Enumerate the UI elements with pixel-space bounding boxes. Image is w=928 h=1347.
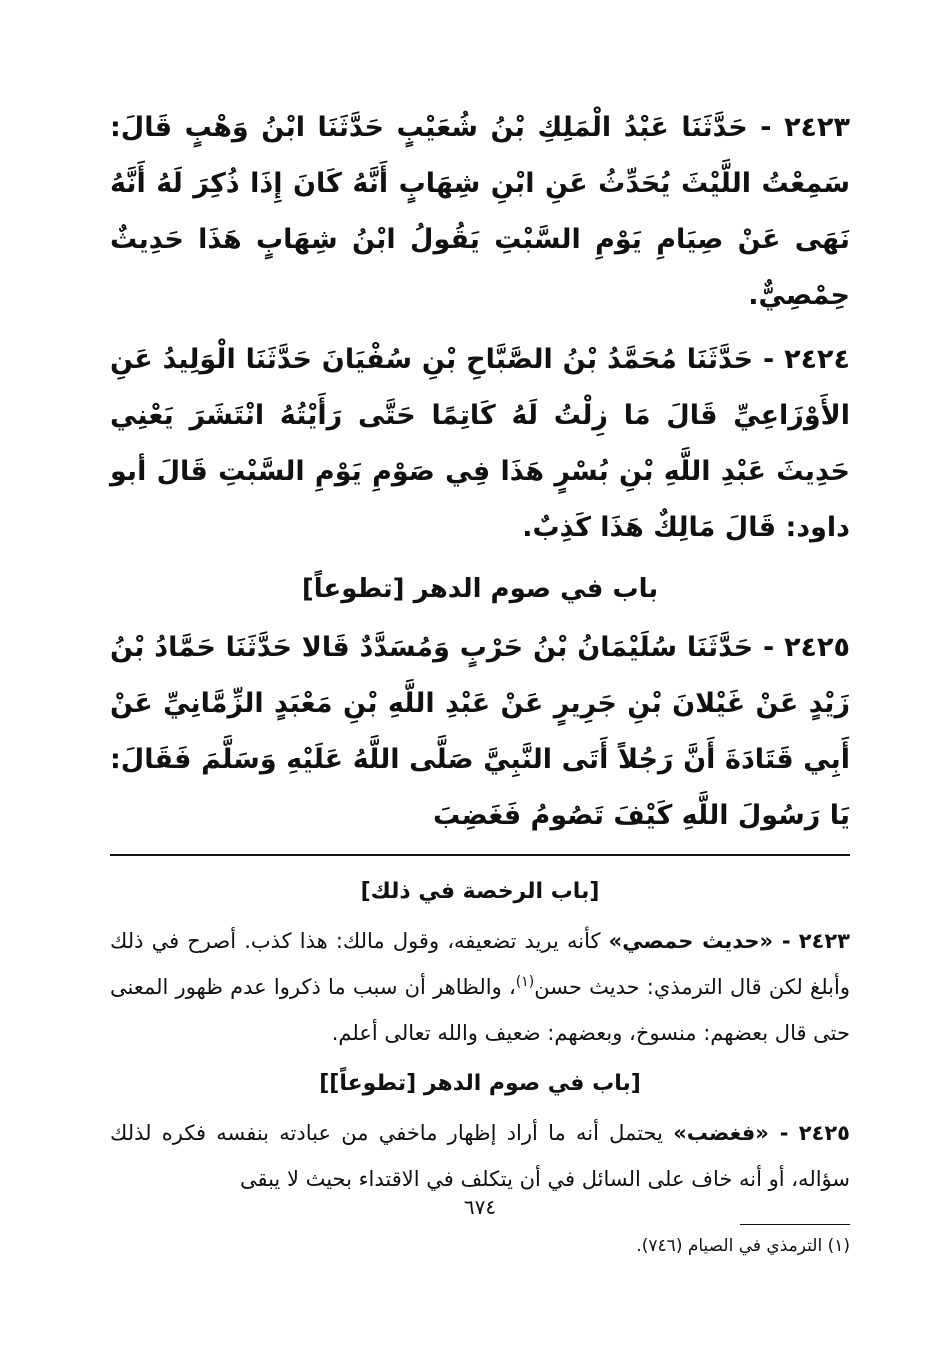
commentary-lead: «فغضب» <box>673 1121 769 1145</box>
hadith-dash: - <box>753 632 775 663</box>
hadith-dash: - <box>747 112 772 143</box>
commentary-2423 <box>110 918 850 1056</box>
hadith-2424 <box>110 332 850 556</box>
hadith-text: حَدَّثَنَا سُلَيْمَانُ بْنُ حَرْبٍ وَمُسَدَّدٌ قَالا حَدَّثَنَا حَمَّادُ بْنُ زَيْدٍ عَنْ غَيْلانَ بْنِ جَرِيرٍ عَنْ عَبْدِ اللَّهِ بْنِ مَعْبَدٍ الزِّمَّانِيِّ عَنْ أَبِي قَتَادَةَ أَنَّ رَجُلاً أَتَى النَّبِيَّ صَلَّى اللَّهُ عَلَيْهِ وَسَلَّمَ فَقَالَ: يَا رَسُولَ اللَّهِ كَيْفَ تَصُومُ فَغَضِبَ <box>110 632 850 831</box>
commentary-dash: - <box>768 1121 789 1145</box>
section-divider <box>110 854 850 856</box>
footnote-marker: (١) <box>515 974 535 990</box>
hadith-2425 <box>110 620 850 844</box>
page-number: ٦٧٤ <box>463 1195 497 1219</box>
commentary-2425 <box>110 1110 850 1202</box>
hadith-number: ٢٤٢٣ <box>784 112 850 143</box>
commentary-section <box>110 870 850 1202</box>
hadith-section <box>110 100 850 844</box>
commentary-text: كأنه يريد تضعيفه، وقول مالك: هذا كذب. أصرح في ذلك وأبلغ لكن قال الترمذي: حديث حسن <box>110 929 850 999</box>
commentary-heading-rukhsa: [باب الرخصة في ذلك] <box>360 879 600 904</box>
hadith-text: حَدَّثَنَا عَبْدُ الْمَلِكِ بْنُ شُعَيْبٍ حَدَّثَنَا ابْنُ وَهْبٍ قَالَ: سَمِعْتُ اللَّيْثَ يُحَدِّثُ عَنِ ابْنِ شِهَابٍ أَنَّهُ كَانَ إِذَا ذُكِرَ لَهُ أَنَّهُ نَهَى عَنْ صِيَامِ يَوْمِ السَّبْتِ يَقُولُ ابْنُ شِهَابٍ هَذَا حَدِيثٌ حِمْصِيٌّ. <box>110 112 850 311</box>
commentary-dash: - <box>773 929 791 953</box>
commentary-text: يحتمل أنه ما أراد إظهار ماخفي من عبادته بنفسه فكره لذلك سؤاله، أو أنه خاف على السائل في أن يتكلف في الاقتداء بحيث لا يبقى <box>110 1121 850 1191</box>
commentary-number: ٢٤٢٥ <box>798 1121 850 1145</box>
commentary-lead: «حديث حمصي» <box>608 929 774 953</box>
commentary-number: ٢٤٢٣ <box>798 929 850 953</box>
hadith-number: ٢٤٢٤ <box>784 344 851 375</box>
commentary-heading-dahr: [باب في صوم الدهر [تطوعاً]] <box>319 1071 641 1096</box>
footnote: (١) الترمذي في الصيام (٧٤٦). <box>636 1236 850 1256</box>
document-page <box>110 100 850 1340</box>
chapter-heading: باب في صوم الدهر [تطوعاً] <box>301 574 659 604</box>
hadith-text: حَدَّثَنَا مُحَمَّدُ بْنُ الصَّبَّاحِ بْنِ سُفْيَانَ حَدَّثَنَا الْوَلِيدُ عَنِ الأَوْزَاعِيِّ قَالَ مَا زِلْتُ لَهُ كَاتِمًا حَتَّى رَأَيْتُهُ انْتَشَرَ يَعْنِي حَدِيثَ عَبْدِ اللَّهِ بْنِ بُسْرٍ هَذَا فِي صَوْمِ يَوْمِ السَّبْتِ قَالَ أبو داود: قَالَ مَالِكٌ هَذَا كَذِبٌ. <box>110 344 850 543</box>
hadith-number: ٢٤٢٥ <box>784 632 850 663</box>
footnote-rule <box>740 1224 850 1225</box>
hadith-dash: - <box>753 344 775 375</box>
commentary-text-continued: ، والظاهر أن سبب ما ذكروا عدم ظهور المعنى حتى قال بعضهم: منسوخ، وبعضهم: ضعيف والله تعالى أعلم. <box>110 975 850 1045</box>
hadith-2423 <box>110 100 850 324</box>
